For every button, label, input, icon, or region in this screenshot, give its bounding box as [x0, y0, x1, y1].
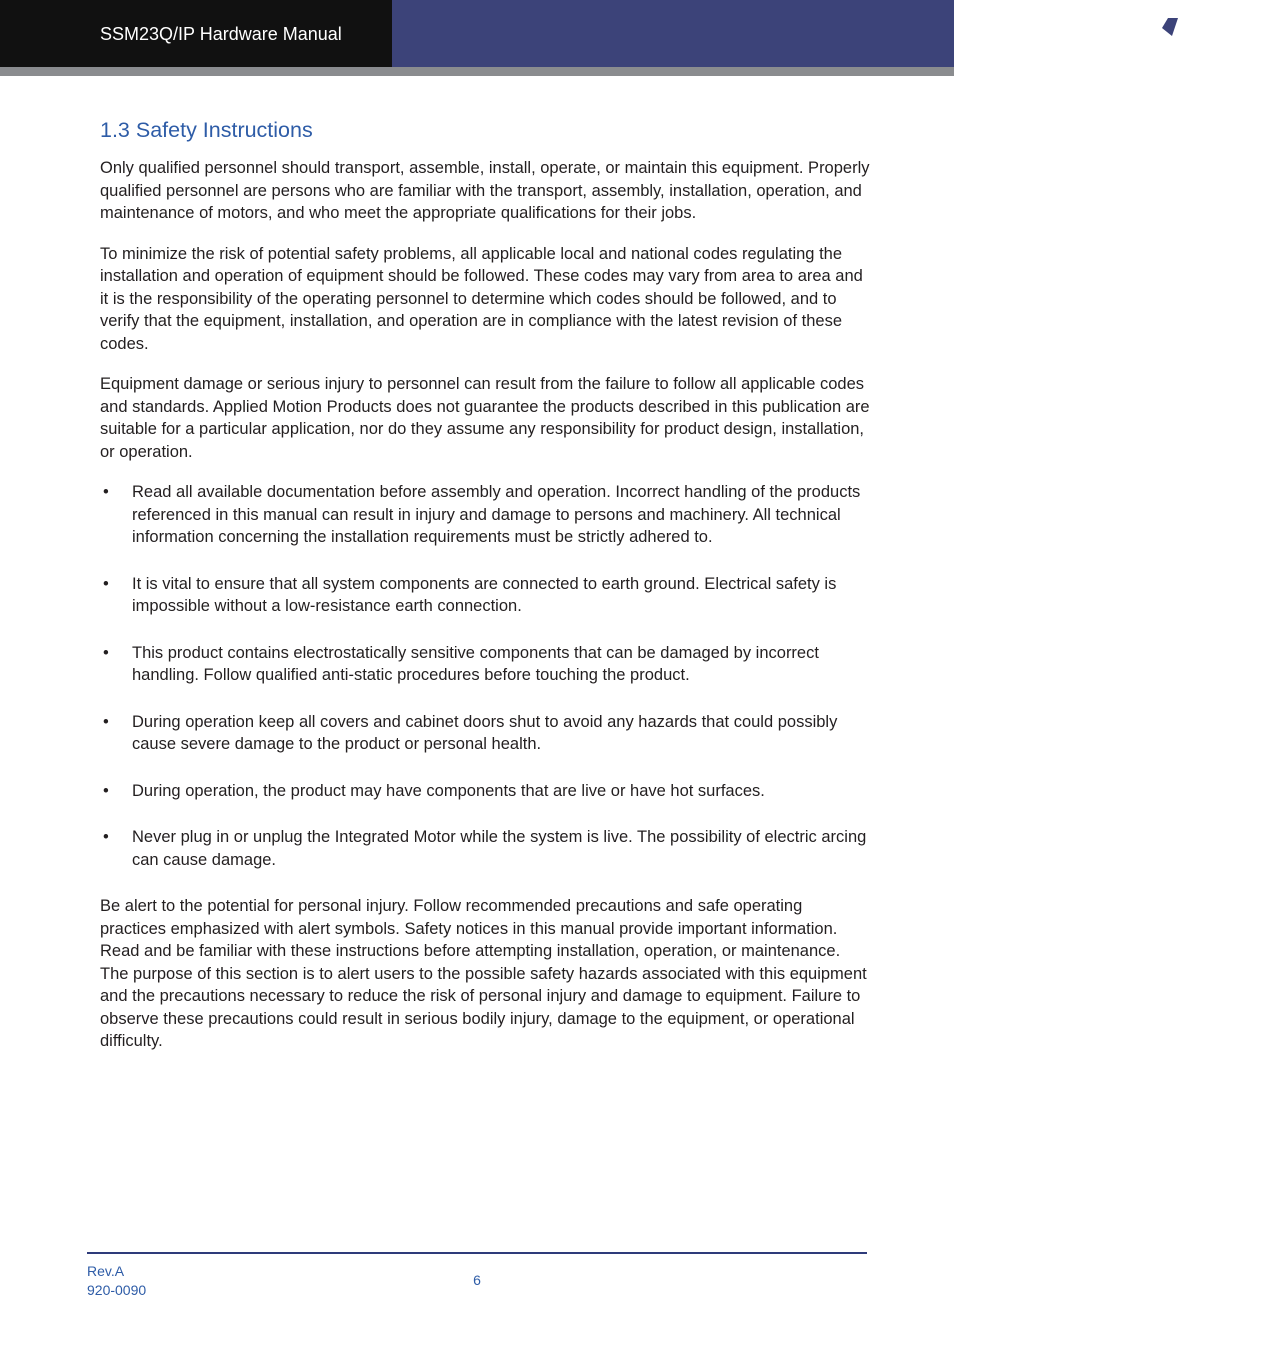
bullet-glyph: •: [103, 643, 109, 662]
list-item: [100, 711, 870, 756]
logo-wordmark: [1192, 8, 1272, 50]
footer-revision: Rev.A: [87, 1263, 125, 1279]
paragraph-alert: Be alert to the potential for personal injury. Follow recommended precautions and safe operating practices emphasized with alert symbols. Safety notices in this manual provide important information. Read and be familiar with these instructions before attempting installation, operation, or maintenance. The purpose of this section is to alert users to the possible safety hazards associated with this equipment and the precautions necessary to reduce the risk of personal injury and damage to equipment. Failure to observe these precautions could result in serious bodily injury, damage to the equipment, or operational difficulty.: [100, 897, 867, 1050]
footer-doc-number: 920-0090: [87, 1282, 147, 1298]
document-title: SSM23Q/IP Hardware Manual: [100, 24, 342, 44]
paragraph-codes: To minimize the risk of potential safety problems, all applicable local and national codes regulating the installation and operation of equipment should be followed. These codes may vary from area to area and it is the responsibility of the operating personnel to determine which codes should be followed, and to verify that the equipment, installation, and operation are in compliance with the latest revision of these codes.: [100, 244, 863, 353]
header-bar-dark: [0, 0, 392, 67]
safety-bullet-list: [100, 481, 870, 871]
bullet-glyph: •: [103, 483, 109, 501]
list-item-text: This product contains electrostatically sensitive components that can be damaged by incorrect handling. Follow qualified anti-static procedures before touching the product.: [132, 643, 819, 684]
bullet-glyph: •: [103, 781, 109, 800]
footer-divider: [87, 1252, 867, 1254]
list-item: [100, 481, 870, 549]
list-item: [100, 642, 870, 687]
list-item: [100, 573, 870, 618]
list-item-text: Read all available documentation before assembly and operation. Incorrect handling of the products referenced in this manual can result in injury and damage to persons and machinery. All technical information concerning the installation requirements must be strictly adhered to.: [132, 483, 861, 546]
list-item-text: During operation keep all covers and cabinet doors shut to avoid any hazards that could possibly cause severe damage to the product or personal health.: [132, 712, 838, 753]
bullet-glyph: •: [103, 828, 109, 846]
list-item-text: Never plug in or unplug the Integrated Motor while the system is live. The possibility of electric arcing can cause damage.: [132, 828, 867, 869]
bullet-glyph: •: [103, 712, 109, 731]
header-divider-stripe: [0, 67, 954, 76]
paragraph-qualified-personnel: Only qualified personnel should transport, assemble, install, operate, or maintain this equipment. Properly qualified personnel are persons who are familiar with the transport, assembly, installation, operation, and maintenance of motors, and who meet the appropriate qualifications for their jobs.: [100, 159, 870, 222]
list-item-text: During operation, the product may have components that are live or have hot surfaces.: [132, 781, 765, 800]
logo-line-products: Products: [1192, 35, 1249, 50]
header-bar-brand: [392, 0, 1249, 67]
logo-line-motion: Motion: [1192, 21, 1235, 36]
logo-line-applied: Applied: [1192, 7, 1240, 22]
section-heading: 1.3 Safety Instructions: [100, 118, 313, 142]
paragraph-equipment-damage: Equipment damage or serious injury to personnel can result from the failure to follow all applicable codes and standards. Applied Motion Products does not guarantee the products described in this publication are suitable for a particular application, nor do they assume any responsibility for product design, installation, or operation.: [100, 375, 870, 461]
list-item-text: It is vital to ensure that all system components are connected to earth ground. Electrical safety is impossible without a low-resistance earth connection.: [132, 574, 837, 615]
page-content: [100, 116, 870, 1071]
company-logo: [1096, 6, 1266, 60]
bullet-glyph: •: [103, 574, 109, 593]
list-item: [100, 780, 870, 803]
list-item: [100, 826, 870, 871]
page-number: 6: [473, 1272, 481, 1288]
applied-motion-logo-icon: [1096, 6, 1188, 60]
